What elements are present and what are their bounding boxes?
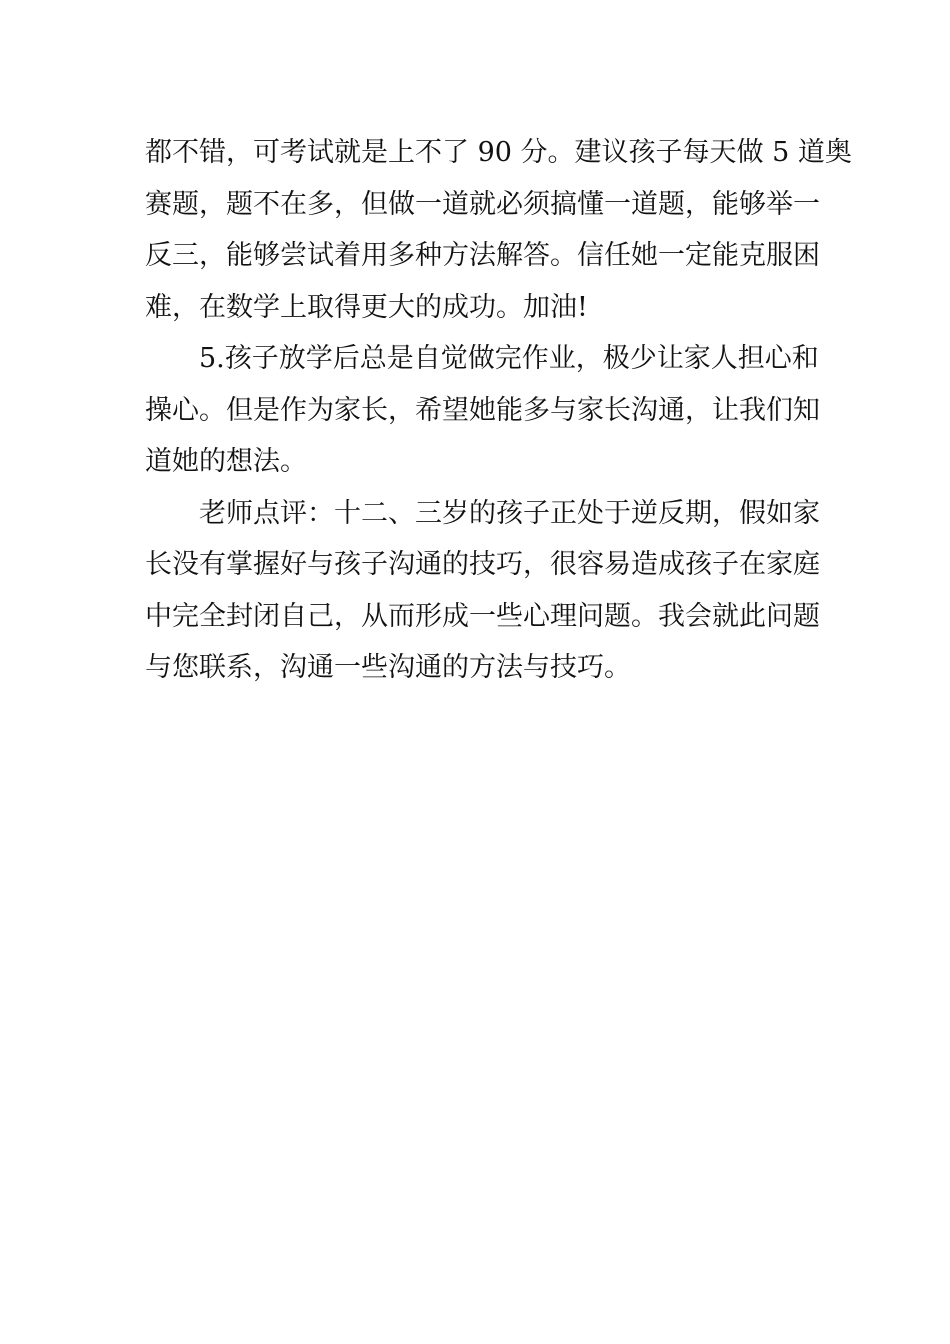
text-line: 中完全封闭自己，从而形成一些心理问题。我会就此问题 xyxy=(145,600,820,632)
text-line: 5.孩子放学后总是自觉做完作业，极少让家人担心和 xyxy=(199,343,819,374)
paragraph-teacher-comment xyxy=(145,488,820,694)
text-line: 老师点评：十二、三岁的孩子正处于逆反期，假如家 xyxy=(199,497,820,529)
text-line: 赛题，题不在多，但做一道就必须搞懂一道题，能够举一 xyxy=(145,188,820,220)
text-line: 都不错，可考试就是上不了 90 分。建议孩子每天做 5 道奥 xyxy=(145,137,852,168)
paragraph-math-advice xyxy=(145,127,852,333)
text-line: 道她的想法。 xyxy=(145,446,307,477)
text-line: 操心。但是作为家长，希望她能多与家长沟通，让我们知 xyxy=(145,394,820,426)
document-body xyxy=(145,127,852,694)
paragraph-item-5 xyxy=(145,333,820,488)
text-line: 长没有掌握好与孩子沟通的技巧，很容易造成孩子在家庭 xyxy=(145,549,820,580)
text-line: 难，在数学上取得更大的成功。加油! xyxy=(145,291,588,323)
text-line: 反三，能够尝试着用多种方法解答。信任她一定能克服困 xyxy=(145,240,820,271)
text-line: 与您联系，沟通一些沟通的方法与技巧。 xyxy=(145,652,631,683)
